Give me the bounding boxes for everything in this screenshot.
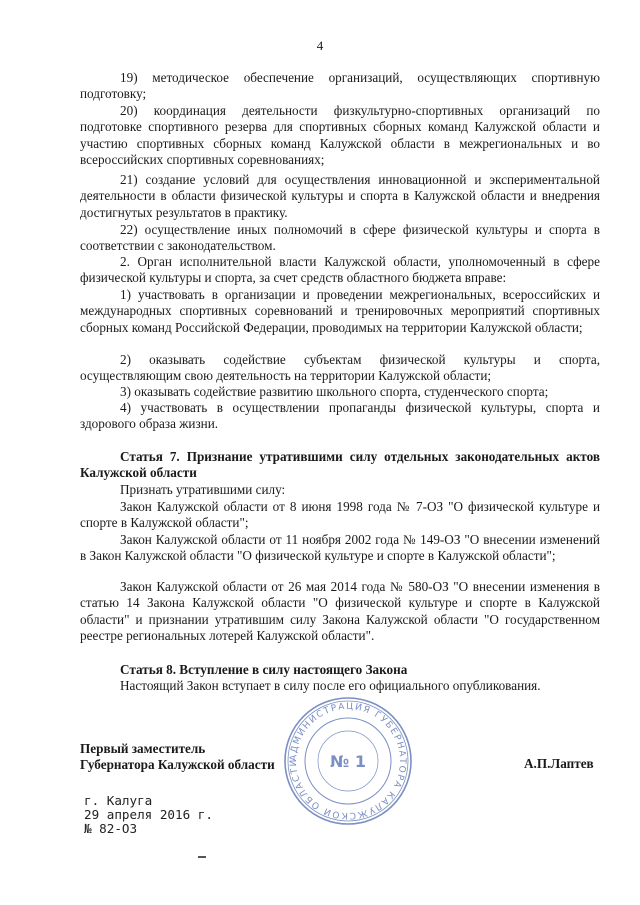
page-number: 4 — [316, 38, 324, 53]
signatory-name: А.П.Лаптев — [524, 756, 594, 771]
paragraph-item-19: 19) методическое обеспечение организаций, осуществляющих спортивную подготовку; — [80, 70, 600, 102]
paragraph-sub-4: 4) участвовать в осуществлении пропаганды физической культуры, спорта и здорового образа жизни. — [80, 400, 600, 432]
article-8-heading: Статья 8. Вступление в силу настоящего Закона — [120, 662, 408, 677]
footer-city: г. Калуга — [84, 793, 153, 808]
stamp-outer-text: АДМИНИСТРАЦИЯ ГУБЕРНАТОРА КАЛУЖСКОЙ ОБЛАСТИ — [288, 701, 408, 821]
article-7-heading: Статья 7. Признание утратившими силу отдельных законодательных актов Калужской области — [80, 449, 600, 481]
repealed-law-2: Закон Калужской области от 11 ноября 2002 года № 149-ОЗ "О внесении изменений в Закон Калужской области "О физической культуре и спорте в Калужской области"; — [80, 532, 600, 564]
paragraph-item-21: 21) создание условий для осуществления инновационной и экспериментальной деятельности в области физической культуры и спорта в Калужской области и внедрения достигнутых результатов в практику. — [80, 172, 600, 220]
paragraph-item-20: 20) координация деятельности физкультурно-спортивных организаций по подготовке спортивного резерва для спортивных сборных команд Калужской области и участию спортивных сборных команд Калужской области в межрегиональных и во всероссийских спортивных соревнованиях; — [80, 103, 600, 168]
paragraph-section-2: 2. Орган исполнительной власти Калужской области, уполномоченный в сфере физической культуры и спорта, за счет средств областного бюджета вправе: — [80, 254, 600, 286]
paragraph-sub-3: 3) оказывать содействие развитию школьного спорта, студенческого спорта; — [120, 384, 549, 399]
article-8-text: Настоящий Закон вступает в силу после его официального опубликования. — [120, 678, 541, 693]
official-seal-stamp — [282, 695, 414, 827]
repealed-law-1: Закон Калужской области от 8 июня 1998 года № 7-ОЗ "О физической культуре и спорте в Калужской области"; — [80, 499, 600, 531]
paragraph-sub-2: 2) оказывать содействие субъектам физической культуры и спорта, осуществляющим свою деятельность на территории Калужской области; — [80, 352, 600, 384]
signatory-title-line-2: Губернатора Калужской области — [80, 757, 275, 772]
footer-date: 29 апреля 2016 г. — [84, 807, 213, 822]
article-7-intro: Признать утратившими силу: — [120, 482, 286, 497]
paragraph-item-22: 22) осуществление иных полномочий в сфере физической культуры и спорта в соответствии с законодательством. — [80, 222, 600, 254]
scan-mark — [198, 856, 206, 858]
footer-law-number: № 82-ОЗ — [84, 821, 138, 836]
paragraph-sub-1: 1) участвовать в организации и проведении межрегиональных, всероссийских и международных спортивных соревнований и тренировочных мероприятий спортивных сборных команд Российской Федерации, проводимых на территории Калужской области; — [80, 287, 600, 335]
repealed-law-3: Закон Калужской области от 26 мая 2014 года № 580-ОЗ "О внесении изменения в статью 14 Закона Калужской области "О физической культуре и спорте в Калужской области" и признании утратившим силу Закона Калужской области "О государственном реестре региональных лотерей Калужской области". — [80, 579, 600, 644]
signatory-title-line-1: Первый заместитель — [80, 741, 206, 756]
stamp-number: № 1 — [330, 752, 366, 771]
